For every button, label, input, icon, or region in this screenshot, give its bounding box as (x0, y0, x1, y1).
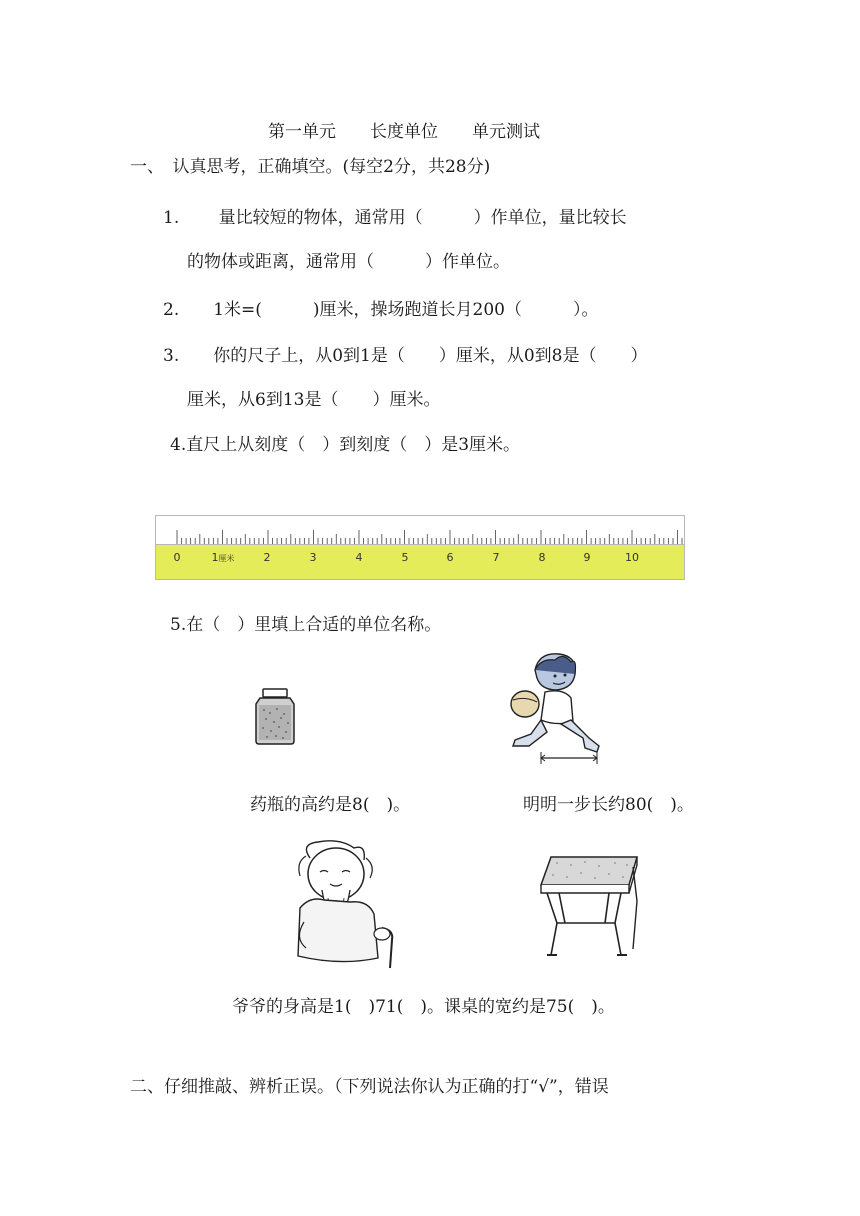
caption-bottle: 药瓶的高约是8( )。 (250, 795, 411, 815)
walking-boy-icon (505, 648, 610, 766)
ruler-label-5: 5 (401, 551, 409, 564)
caption-step: 明明一步长约80( )。 (523, 795, 694, 815)
caption-grandpa-desk: 爷爷的身高是1( )71( )。课桌的宽约是75( )。 (232, 997, 615, 1017)
question-3-line-1: 3. 你的尺子上，从0到1是（ ）厘米，从0到8是（ ） (163, 346, 648, 366)
ruler-label-6: 6 (446, 551, 454, 564)
ruler-label-2: 2 (263, 551, 271, 564)
question-5: 5.在（ ）里填上合适的单位名称。 (170, 615, 442, 635)
ruler-label-8: 8 (538, 551, 546, 564)
desk-icon (537, 853, 647, 959)
question-2: 2. 1米=( )厘米，操场跑道长月200（ ）。 (163, 300, 599, 320)
grandpa-icon (270, 838, 405, 970)
ruler-label-0: 0 (173, 551, 181, 564)
medicine-bottle-icon (250, 688, 300, 746)
ruler-label-3: 3 (309, 551, 317, 564)
question-4: 4.直尺上从刻度（ ）到刻度（ ）是3厘米。 (170, 435, 521, 455)
ruler-unit: 厘米 (218, 554, 235, 563)
ruler-label-1: 1厘米 (211, 551, 235, 564)
question-1-line-2: 的物体或距离，通常用（ ）作单位。 (187, 252, 510, 272)
question-1-line-1: 1. 量比较短的物体，通常用（ ）作单位，量比较长 (163, 208, 627, 228)
ruler-label-4: 4 (355, 551, 363, 564)
ruler-figure (155, 515, 685, 580)
ruler-label-7: 7 (492, 551, 500, 564)
section2-heading: 二、仔细推敲、辨析正误。（下列说法你认为正确的打“√”，错误 (130, 1077, 609, 1097)
ruler-label-9: 9 (583, 551, 591, 564)
section1-heading: 一、 认真思考，正确填空。(每空2分，共28分) (130, 157, 491, 177)
ruler-label-10: 10 (625, 551, 639, 564)
ruler-ticks (155, 515, 685, 580)
page-title: 第一单元 长度单位 单元测试 (268, 122, 540, 142)
question-3-line-2: 厘米，从6到13是（ ）厘米。 (187, 390, 441, 410)
